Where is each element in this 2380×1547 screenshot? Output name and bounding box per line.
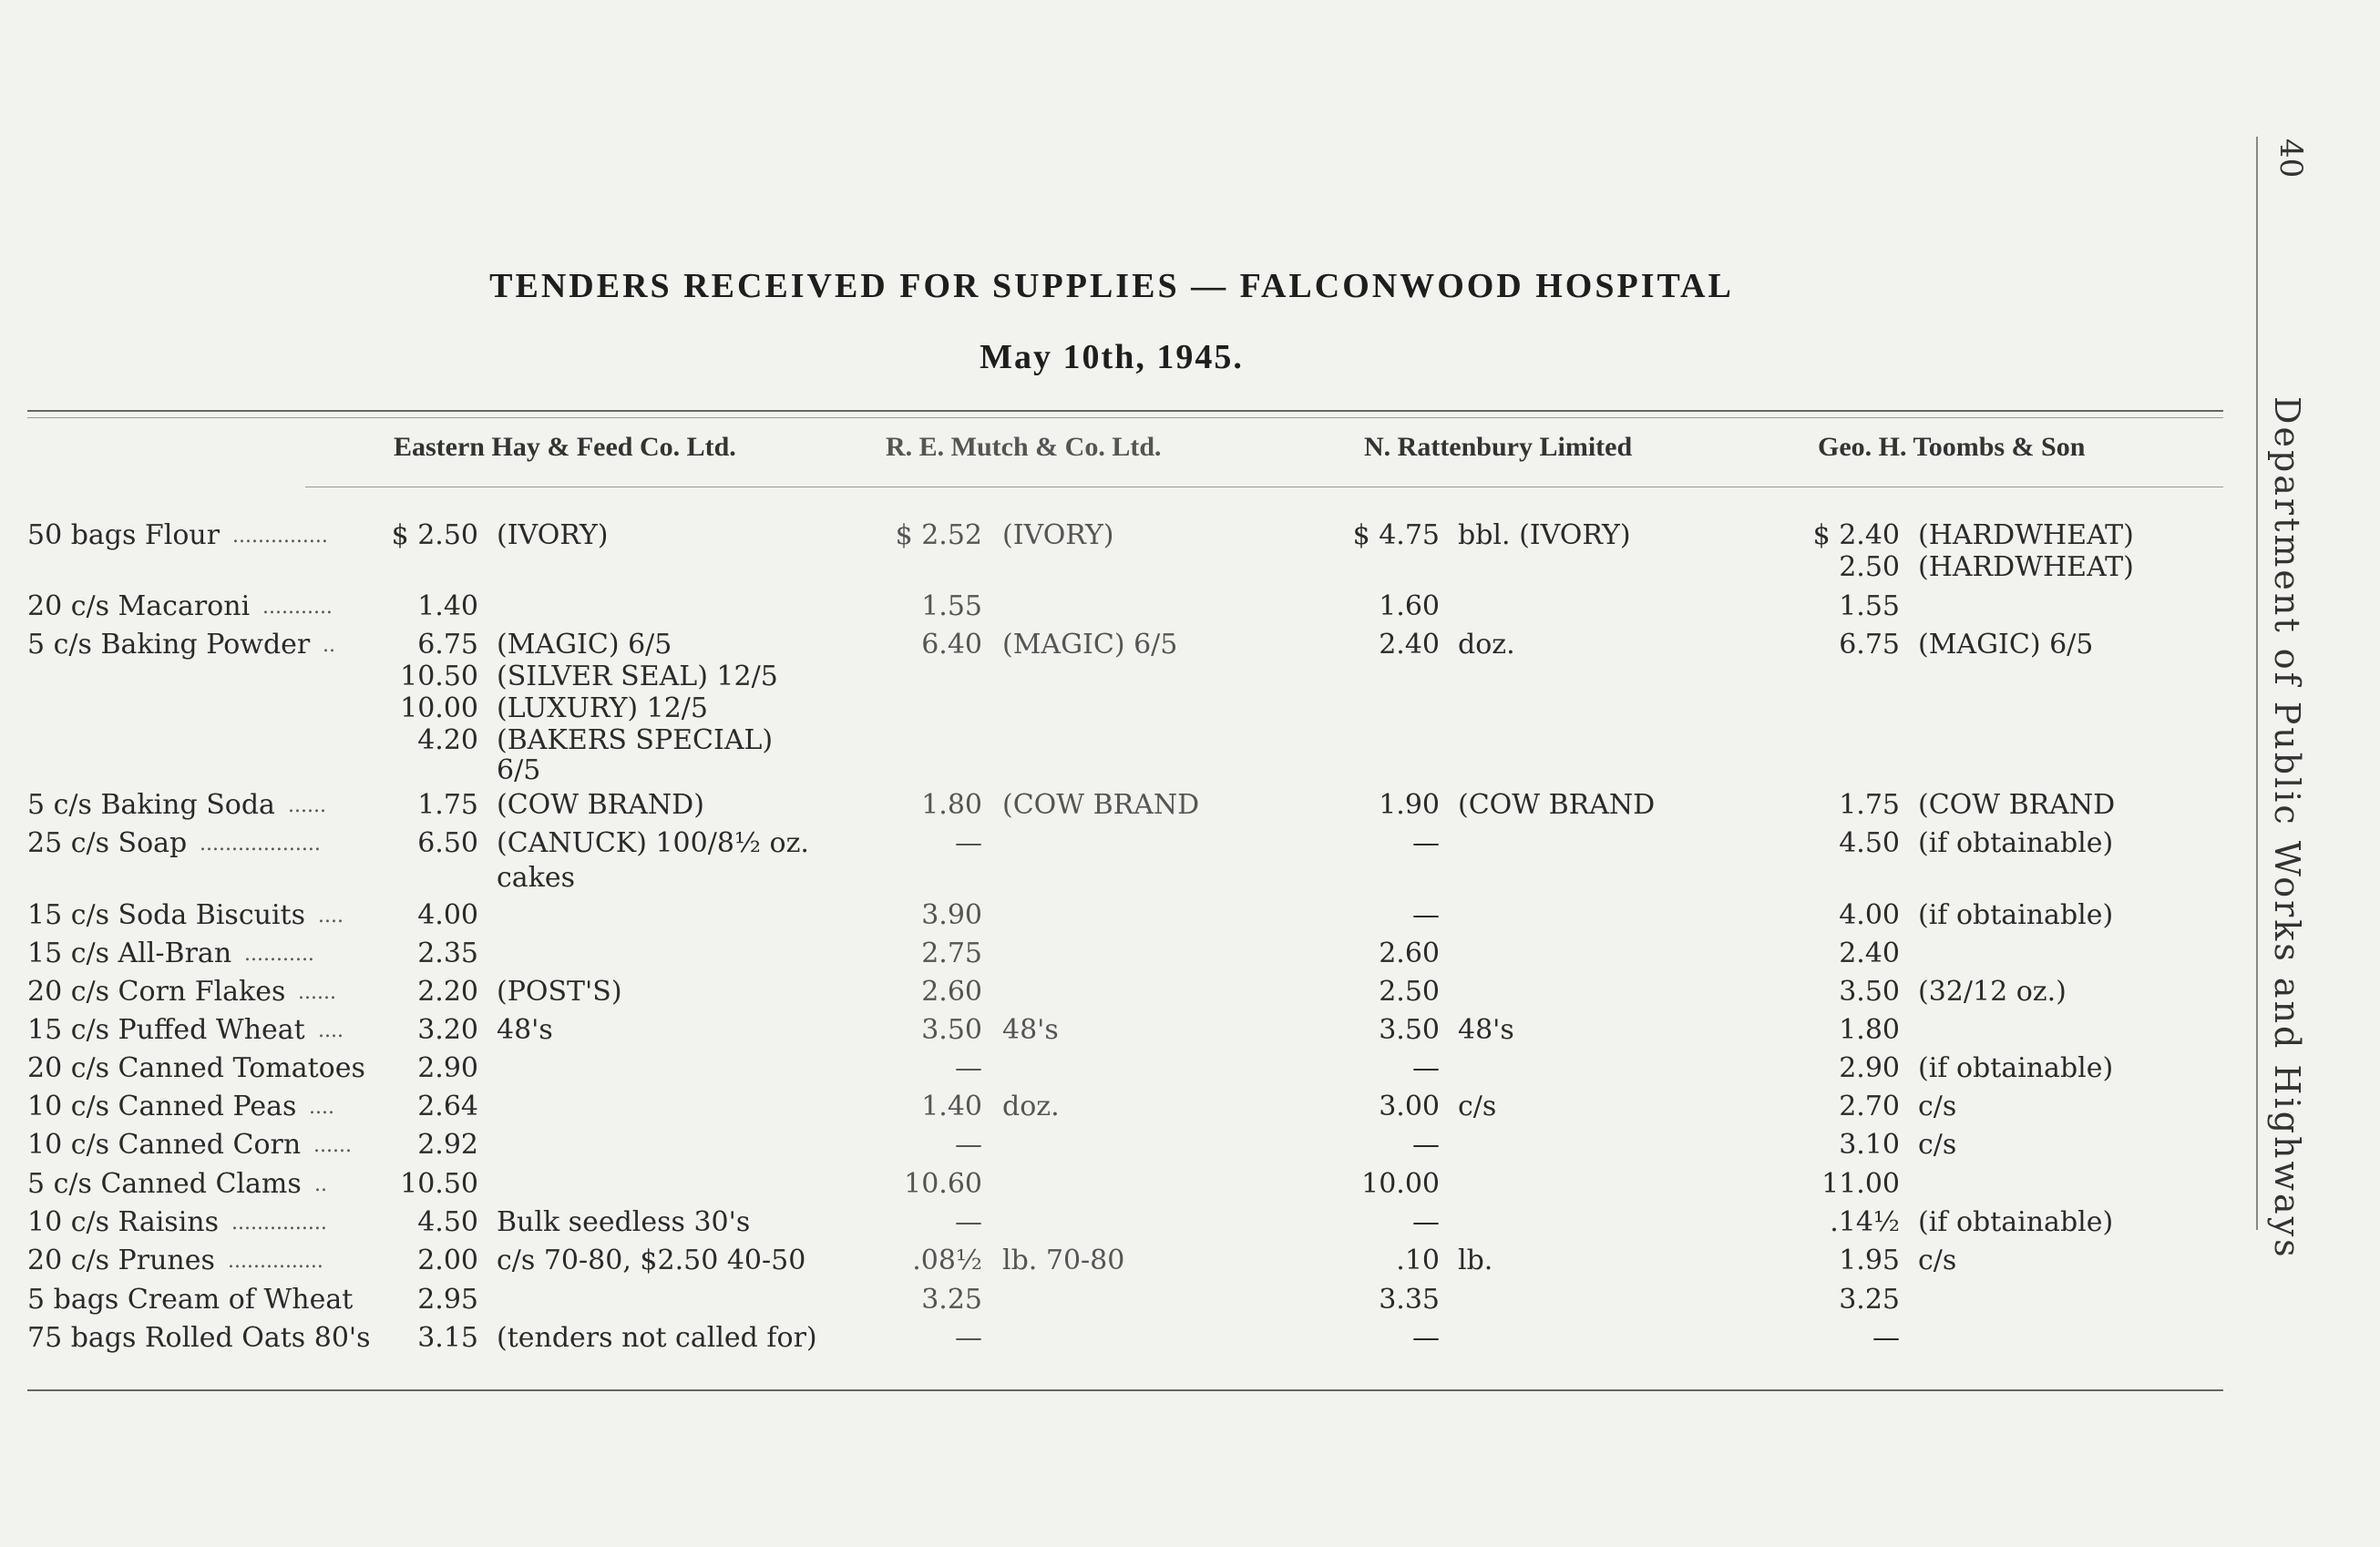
cell-dots: .. — [314, 1173, 327, 1196]
cell-e-note: 6/5 — [497, 754, 541, 786]
cell-item: 5 bags Cream of Wheat — [27, 1284, 354, 1316]
table-row — [0, 862, 2223, 898]
cell-n-note: doz. — [1458, 629, 1515, 661]
cell-n-note: bbl. (IVORY) — [1458, 519, 1631, 551]
table-row — [0, 1014, 2223, 1050]
cell-dots: ........... — [244, 943, 314, 966]
cell-e-val: $ 2.50 — [391, 519, 478, 551]
cell-r-note: (IVORY) — [1002, 519, 1114, 551]
cell-r-val: 3.90 — [921, 899, 982, 931]
cell-r-note: 48's — [1002, 1014, 1059, 1046]
cell-r-val: 3.50 — [921, 1014, 982, 1046]
cell-e-val: 4.00 — [417, 899, 478, 931]
cell-r-val: — — [955, 1129, 982, 1161]
cell-item: 50 bags Flour — [27, 519, 221, 551]
cell-e-val: 10.50 — [400, 1168, 478, 1200]
table-row — [0, 976, 2223, 1012]
cell-dots: ............... — [232, 525, 328, 548]
cell-e-note: (BAKERS SPECIAL) — [497, 724, 774, 756]
cell-e-note: (IVORY) — [497, 519, 609, 551]
cell-g-val: .14½ — [1830, 1206, 1900, 1238]
cell-e-val: 10.50 — [400, 661, 478, 692]
table-row — [0, 1322, 2223, 1358]
cell-n-val: — — [1412, 1322, 1440, 1354]
cell-g-val: 11.00 — [1821, 1168, 1900, 1200]
table-row — [0, 519, 2223, 556]
cell-n-note: (COW BRAND — [1458, 789, 1656, 821]
cell-n-val: — — [1412, 1052, 1440, 1084]
cell-r-val: 1.55 — [921, 590, 982, 622]
cell-e-note: (SILVER SEAL) 12/5 — [497, 661, 778, 692]
cell-n-val: 2.40 — [1379, 629, 1440, 661]
cell-item: 25 c/s Soap — [27, 827, 188, 859]
cell-e-val: 2.20 — [417, 976, 478, 1008]
cell-r-val: .08½ — [912, 1245, 982, 1276]
cell-e-val: 2.95 — [417, 1284, 478, 1316]
column-header-eastern: Eastern Hay & Feed Co. Ltd. — [394, 432, 736, 462]
cell-e-val: 2.00 — [417, 1245, 478, 1276]
cell-r-note: (COW BRAND — [1002, 789, 1200, 821]
cell-g-val: 1.80 — [1839, 1014, 1900, 1046]
table-row — [0, 754, 2223, 791]
cell-item: 20 c/s Macaroni — [27, 590, 251, 622]
table-row — [0, 1284, 2223, 1320]
cell-e-note: (LUXURY) 12/5 — [497, 692, 708, 724]
cell-g-note: (HARDWHEAT) — [1918, 551, 2134, 583]
cell-n-val: — — [1412, 1129, 1440, 1161]
column-header-rattenbury: N. Rattenbury Limited — [1364, 432, 1633, 462]
cell-g-val: 1.75 — [1839, 789, 1900, 821]
table-row — [0, 551, 2223, 588]
cell-item: 15 c/s All-Bran — [27, 937, 232, 969]
cell-e-note: (CANUCK) 100/8½ oz. — [497, 827, 809, 859]
cell-e-val: 4.20 — [417, 724, 478, 756]
cell-g-val: $ 2.40 — [1812, 519, 1900, 551]
top-rule — [27, 410, 2223, 412]
cell-item: 10 c/s Canned Peas — [27, 1091, 297, 1122]
cell-dots: .... — [318, 1019, 344, 1042]
cell-dots: ................... — [200, 833, 321, 855]
cell-r-val: 2.75 — [921, 937, 982, 969]
cell-item: 5 c/s Baking Soda — [27, 789, 275, 821]
cell-r-note: doz. — [1002, 1091, 1060, 1122]
cell-n-val: — — [1412, 1206, 1440, 1238]
cell-item: 15 c/s Soda Biscuits — [27, 899, 305, 931]
cell-g-note: c/s — [1918, 1091, 1957, 1122]
cell-g-val: 3.50 — [1839, 976, 1900, 1008]
cell-item: 20 c/s Prunes — [27, 1245, 215, 1276]
cell-dots: ........... — [262, 596, 333, 619]
cell-g-val: 6.75 — [1839, 629, 1900, 661]
top-rule-2 — [27, 417, 2223, 418]
cell-g-note: (if obtainable) — [1918, 1206, 2114, 1238]
cell-n-val: 3.00 — [1379, 1091, 1440, 1122]
cell-e-val: 2.92 — [417, 1129, 478, 1161]
cell-e-val: 6.50 — [417, 827, 478, 859]
cell-n-note: c/s — [1458, 1091, 1497, 1122]
cell-n-val: 10.00 — [1361, 1168, 1440, 1200]
cell-n-val: 1.90 — [1379, 789, 1440, 821]
cell-r-note: lb. 70-80 — [1002, 1245, 1125, 1276]
cell-g-val: 2.70 — [1839, 1091, 1900, 1122]
cell-r-val: 2.60 — [921, 976, 982, 1008]
cell-g-val: 2.50 — [1839, 551, 1900, 583]
cell-g-val: 4.50 — [1839, 827, 1900, 859]
cell-n-val: 2.50 — [1379, 976, 1440, 1008]
cell-e-val: 1.75 — [417, 789, 478, 821]
cell-g-note: (if obtainable) — [1918, 899, 2114, 931]
cell-n-val: 3.35 — [1379, 1284, 1440, 1316]
cell-g-val: 1.95 — [1839, 1245, 1900, 1276]
cell-g-val: — — [1872, 1322, 1900, 1354]
cell-g-val: 1.55 — [1839, 590, 1900, 622]
cell-g-note: (if obtainable) — [1918, 827, 2114, 859]
cell-item: 15 c/s Puffed Wheat — [27, 1014, 305, 1046]
cell-r-val: 3.25 — [921, 1284, 982, 1316]
cell-n-val: — — [1412, 899, 1440, 931]
cell-n-note: lb. — [1458, 1245, 1493, 1276]
table-row — [0, 1245, 2223, 1281]
table-row — [0, 1206, 2223, 1243]
table-row — [0, 789, 2223, 825]
cell-g-val: 4.00 — [1839, 899, 1900, 931]
table-row — [0, 1052, 2223, 1089]
cell-r-val: 10.60 — [904, 1168, 982, 1200]
cell-dots: ...... — [298, 981, 336, 1004]
table-row — [0, 1129, 2223, 1165]
cell-r-val: — — [955, 1052, 982, 1084]
cell-r-val: — — [955, 1206, 982, 1238]
cell-e-note: c/s 70-80, $2.50 40-50 — [497, 1245, 806, 1276]
cell-e-val: 2.64 — [417, 1091, 478, 1122]
column-header-mutch: R. E. Mutch & Co. Ltd. — [886, 432, 1162, 462]
cell-n-val: $ 4.75 — [1352, 519, 1440, 551]
cell-n-note: 48's — [1458, 1014, 1514, 1046]
cell-e-note: cakes — [497, 862, 576, 894]
cell-g-note: (MAGIC) 6/5 — [1918, 629, 2094, 661]
cell-e-val: 2.35 — [417, 937, 478, 969]
cell-item: 10 c/s Canned Corn — [27, 1129, 302, 1161]
cell-e-note: Bulk seedless 30's — [497, 1206, 751, 1238]
cell-r-val: $ 2.52 — [895, 519, 982, 551]
side-header: Department of Public Works and Highways — [2267, 396, 2307, 1260]
cell-dots: ............... — [228, 1250, 323, 1273]
cell-e-val: 4.50 — [417, 1206, 478, 1238]
cell-r-val: 1.40 — [921, 1091, 982, 1122]
bottom-rule — [27, 1389, 2223, 1391]
cell-e-note: (COW BRAND) — [497, 789, 704, 821]
cell-r-note: (MAGIC) 6/5 — [1002, 629, 1178, 661]
cell-r-val: — — [955, 1322, 982, 1354]
cell-r-val: — — [955, 827, 982, 859]
cell-n-val: .10 — [1396, 1245, 1440, 1276]
column-header-toombs: Geo. H. Toombs & Son — [1818, 432, 2086, 462]
cell-r-val: 1.80 — [921, 789, 982, 821]
cell-e-val: 6.75 — [417, 629, 478, 661]
cell-g-val: 3.10 — [1839, 1129, 1900, 1161]
cell-dots: .... — [318, 905, 344, 927]
cell-n-val: — — [1412, 827, 1440, 859]
cell-g-val: 2.40 — [1839, 937, 1900, 969]
cell-g-note: c/s — [1918, 1129, 1957, 1161]
cell-item: 20 c/s Canned Tomatoes — [27, 1052, 365, 1084]
cell-n-val: 2.60 — [1379, 937, 1440, 969]
cell-item: 5 c/s Baking Powder — [27, 629, 311, 661]
table-row — [0, 1091, 2223, 1127]
table-row — [0, 692, 2223, 729]
cell-n-val: 3.50 — [1379, 1014, 1440, 1046]
cell-e-val: 1.40 — [417, 590, 478, 622]
table-row — [0, 629, 2223, 665]
cell-e-val: 3.15 — [417, 1322, 478, 1354]
page-date: May 10th, 1945. — [980, 338, 1244, 376]
cell-g-note: (if obtainable) — [1918, 1052, 2114, 1084]
cell-dots: ............... — [231, 1212, 327, 1235]
cell-g-val: 2.90 — [1839, 1052, 1900, 1084]
cell-e-val: 3.20 — [417, 1014, 478, 1046]
cell-item: 75 bags Rolled Oats 80's — [27, 1322, 371, 1354]
cell-g-note: c/s — [1918, 1245, 1957, 1276]
cell-item: 20 c/s Corn Flakes — [27, 976, 286, 1008]
page-title: TENDERS RECEIVED FOR SUPPLIES — FALCONWOOD HOSPITAL — [489, 267, 1734, 305]
table-row — [0, 899, 2223, 936]
table-row — [0, 661, 2223, 697]
cell-n-val: 1.60 — [1379, 590, 1440, 622]
table-row — [0, 827, 2223, 864]
cell-e-val: 10.00 — [400, 692, 478, 724]
table-row — [0, 1168, 2223, 1204]
cell-r-val: 6.40 — [921, 629, 982, 661]
page-number: 40 — [2272, 138, 2309, 179]
cell-dots: ...... — [288, 794, 326, 817]
cell-item: 10 c/s Raisins — [27, 1206, 220, 1238]
cell-g-note: (COW BRAND — [1918, 789, 2116, 821]
cell-g-val: 3.25 — [1839, 1284, 1900, 1316]
table-row — [0, 937, 2223, 974]
cell-e-note: (tenders not called for) — [497, 1322, 817, 1354]
table-row — [0, 590, 2223, 627]
cell-dots: .. — [323, 634, 335, 657]
cell-e-val: 2.90 — [417, 1052, 478, 1084]
cell-e-note: (MAGIC) 6/5 — [497, 629, 672, 661]
cell-item: 5 c/s Canned Clams — [27, 1168, 302, 1200]
cell-g-note: (32/12 oz.) — [1918, 976, 2067, 1008]
cell-e-note: 48's — [497, 1014, 553, 1046]
cell-dots: .... — [309, 1096, 334, 1119]
cell-e-note: (POST'S) — [497, 976, 622, 1008]
cell-dots: ...... — [313, 1134, 352, 1157]
cell-g-note: (HARDWHEAT) — [1918, 519, 2134, 551]
